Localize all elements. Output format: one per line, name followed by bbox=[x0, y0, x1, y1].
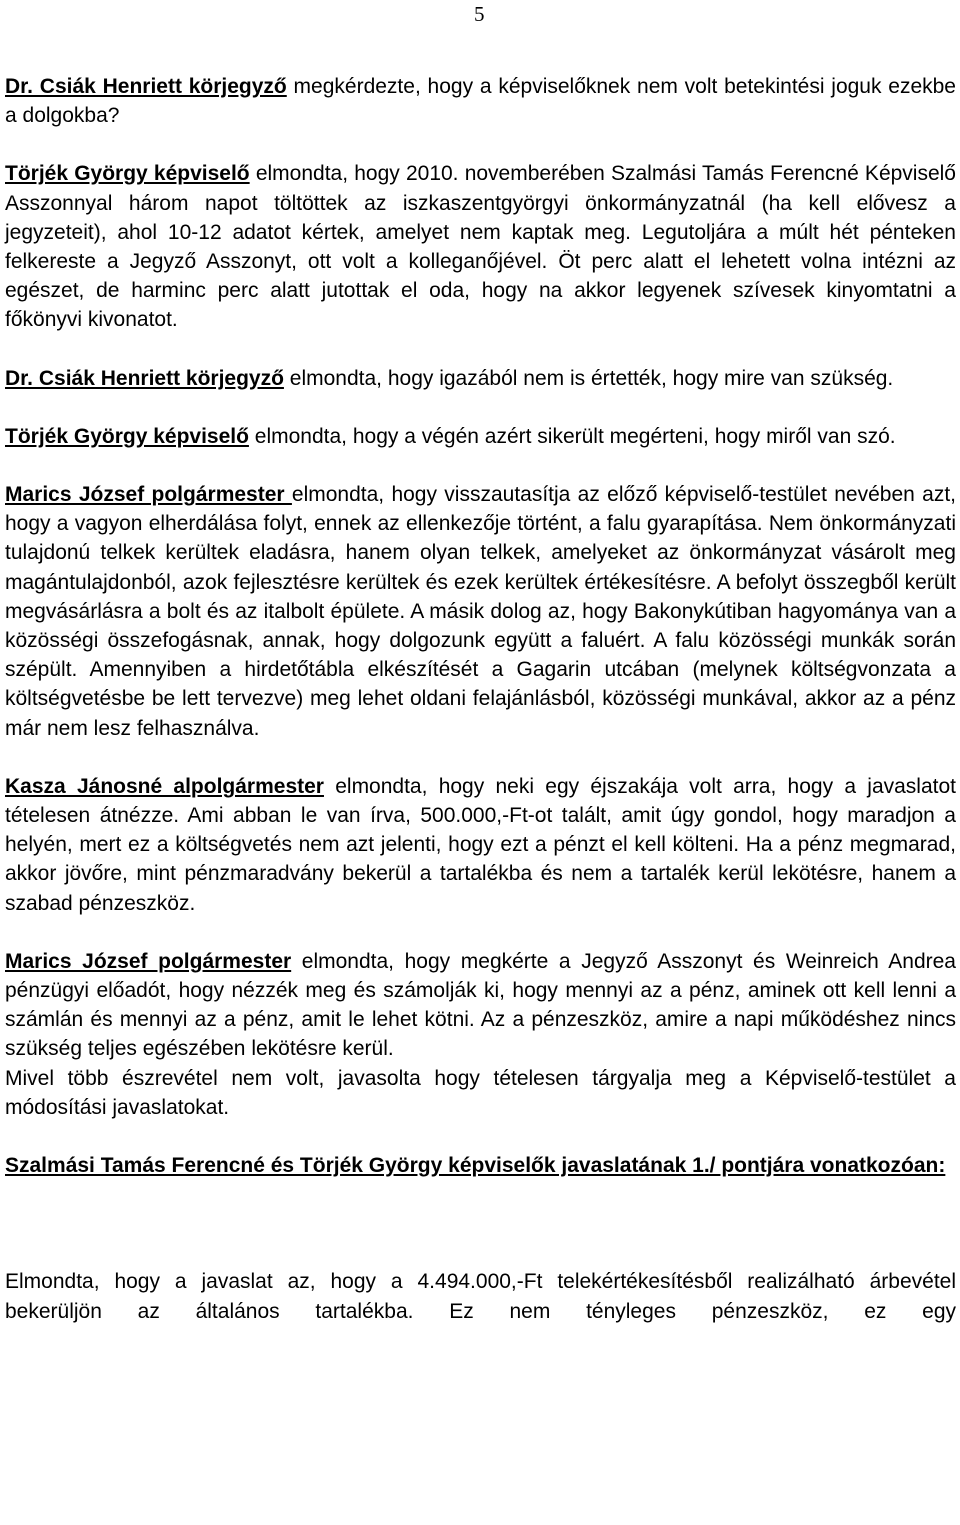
paragraph-4 bbox=[5, 422, 956, 451]
paragraph-text: elmondta, hogy neki egy éjszakája volt arra, hogy a javaslatot tételesen átnézze. Ami abban le van írva, 500.000,-Ft-ot talált, amit úgy gondol, hogy maradjon a helyén, mert ez a költségvetés nem azt jelenti, hogy ezt a pénzt el kell költeni. Ha a pénz megmarad, akkor jövőre, mint pénzmaradvány bekerül a tartalékba és nem a tartalék kerül lekötésre, hanem a szabad pénzeszköz. bbox=[5, 774, 956, 915]
paragraph-6 bbox=[5, 772, 956, 918]
speaker-name: Kasza Jánosné alpolgármester bbox=[5, 774, 324, 798]
paragraph-text: elmondta, hogy igazából nem is értették, hogy mire van szükség. bbox=[283, 366, 894, 390]
paragraph-text: elmondta, hogy a végén azért sikerült megérteni, hogy miről van szó. bbox=[248, 424, 896, 448]
speaker-name: Marics József polgármester bbox=[5, 949, 292, 973]
paragraph-5 bbox=[5, 480, 956, 743]
paragraph-text: elmondta, hogy 2010. novemberében Szalmási Tamás Ferencné Képviselő Asszonnyal három napot töltöttek az iszkaszentgyörgyi önkormányzatnál (ha kell elővesz a jegyzeteit), ahol 10-12 adatot kértek, amelyet nem kaptak meg. Legutoljára a múlt hét pénteken felkereste a Jegyző Asszonyt, ott volt a kolleganőjével. Öt perc alatt el lehetett volna intézni az egészet, de harminc perc alatt jutottak el oda, hogy na akkor legyenek szívesek kinyomtatni a főkönyvi kivonatot. bbox=[5, 162, 956, 332]
page-number: 5 bbox=[474, 2, 485, 26]
speaker-name: Dr. Csiák Henriett körjegyző bbox=[5, 75, 287, 98]
paragraph-7 bbox=[5, 947, 956, 1064]
section-heading: Szalmási Tamás Ferencné és Törjék György képviselők javaslatának 1./ pontjára vonatkozóan: bbox=[5, 1154, 946, 1178]
paragraph-3 bbox=[5, 364, 956, 393]
paragraph-text: megkérdezte, hogy a képviselőknek nem volt betekintési joguk ezekbe a dolgokba? bbox=[5, 75, 956, 128]
paragraph-1 bbox=[5, 72, 956, 130]
final-paragraph: Elmondta, hogy a javaslat az, hogy a 4.494.000,-Ft telekértékesítésből realizálható árbevétel bekerüljön az általános tartalékba. Ez nem tényleges pénzeszköz, ez egy bbox=[5, 1270, 956, 1323]
paragraph-text: elmondta, hogy visszautasítja az előző képviselő-testület nevében azt, hogy a vagyon elherdálása folyt, ennek az ellenkezője történt, a falu gyarapítása. Nem önkormányzati tulajdonú telkek kerültek eladásra, hanem olyan telkek, amelyeket az önkormányzat vásárolt meg magántulajdonból, azok fejlesztésre kerültek és ezek kerültek értékesítésre. A befolyt összegből került megvásárlásra a bolt és az italbolt épülete. A másik dolog az, hogy Bakonykútiban hagyománya van a közösségi összefogásnak, annak, hogy dolgozunk együtt a faluért. A falu közösségi munkák során szépült. Amennyiben a hirdetőtábla elkészítését a Gagarin utcában (melynek költségvonzata a költségvetésbe be lett tervezve) meg lehet oldani felajánlásból, közösségi munkával, akkor az a pénz már nem lesz felhasználva. bbox=[5, 483, 956, 740]
closing-line: Mivel több észrevétel nem volt, javasolta hogy tételesen tárgyalja meg a Képviselő-testület a módosítási javaslatokat. bbox=[5, 1066, 956, 1119]
speaker-name: Marics József polgármester bbox=[5, 483, 292, 507]
speaker-name: Törjék György képviselő bbox=[5, 162, 250, 186]
speaker-name: Dr. Csiák Henriett körjegyző bbox=[5, 366, 284, 390]
speaker-name: Törjék György képviselő bbox=[5, 424, 249, 448]
document-body bbox=[5, 72, 956, 1326]
paragraph-2 bbox=[5, 159, 956, 334]
paragraph-text: elmondta, hogy megkérte a Jegyző Asszonyt és Weinreich Andrea pénzügyi előadót, hogy nézzék meg és számolják ki, hogy mennyi az a pénz, aminek ott kell lenni a számlán és mennyi az a pénz, amit le lehet kötni. Az a pénzeszköz, amire a napi működéshez nincs szükség teljes egészében lekötésre kerül. bbox=[5, 949, 956, 1061]
